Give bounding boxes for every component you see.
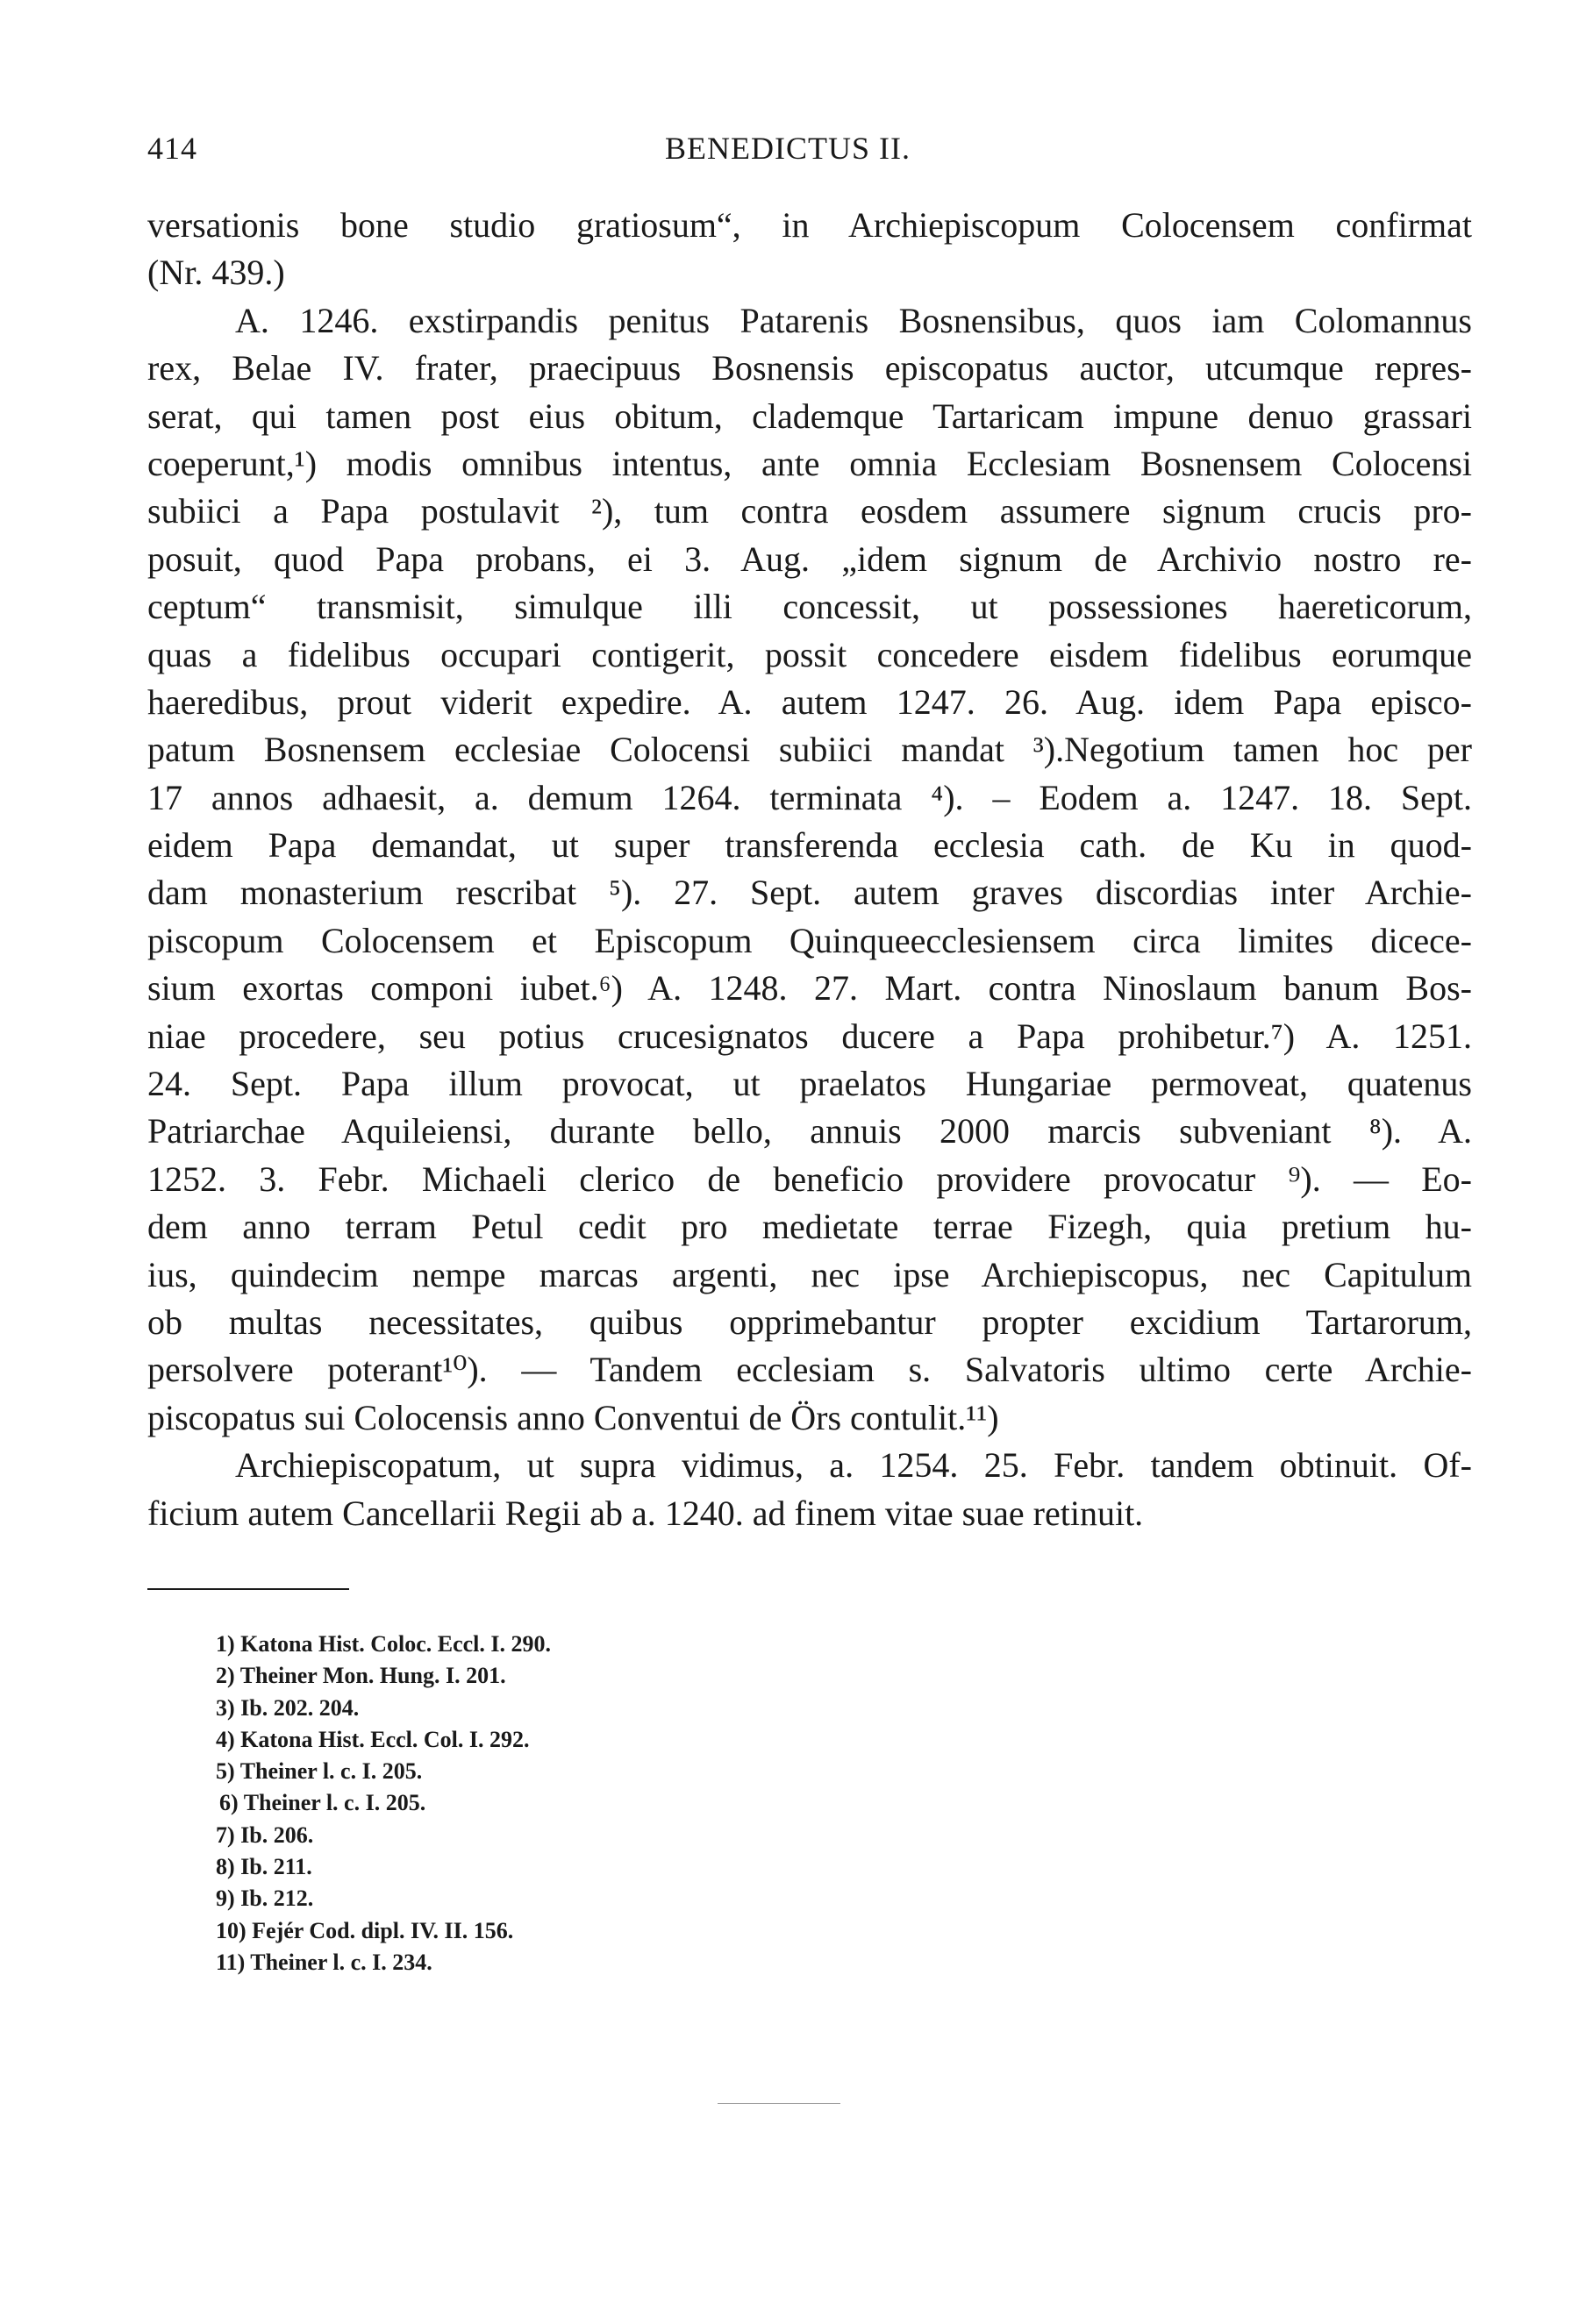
text-line: serat, qui tamen post eius obitum, clademque Tartaricam impune denuo grassari	[147, 396, 1472, 436]
bottom-mark	[718, 2103, 840, 2104]
text-line: patum Bosnensem ecclesiae Colocensi subiici mandat ³).Negotium tamen hoc per	[147, 730, 1472, 770]
text-line: sium exortas componi iubet.⁶) A. 1248. 27. Mart. contra Ninoslaum banum Bos-	[147, 968, 1472, 1009]
running-head	[147, 130, 1463, 174]
text-line: 1252. 3. Febr. Michaeli clerico de beneficio providere provocatur ⁹). — Eo-	[147, 1158, 1472, 1199]
text-line: haeredibus, prout viderit expedire. A. autem 1247. 26. Aug. idem Papa episco-	[147, 681, 1472, 722]
text-line: ceptum“ transmisit, simulque illi concessit, ut possessiones haereticorum,	[147, 587, 1472, 627]
running-title: BENEDICTUS II.	[665, 131, 911, 166]
text-line: persolvere poterant¹⁰). — Tandem ecclesiam s. Salvatoris ultimo certe Archie-	[147, 1350, 1472, 1390]
text-line: 17 annos adhaesit, a. demum 1264. terminata ⁴). – Eodem a. 1247. 18. Sept.	[147, 777, 1472, 817]
footnote: 8) Ib. 211.	[216, 1854, 312, 1880]
page-number: 414	[147, 131, 197, 166]
footnote: 7) Ib. 206.	[216, 1821, 314, 1848]
text-line: Archiepiscopatum, ut supra vidimus, a. 1254. 25. Febr. tandem obtinuit. Of-	[235, 1445, 1472, 1486]
text-line: subiici a Papa postulavit ²), tum contra eosdem assumere signum crucis pro-	[147, 491, 1472, 531]
footnote: 5) Theiner l. c. I. 205.	[216, 1758, 423, 1785]
footnote: 6) Theiner l. c. I. 205.	[219, 1790, 426, 1816]
text-line: (Nr. 439.)	[147, 253, 285, 293]
text-line: quas a fidelibus occupari contigerit, possit concedere eisdem fidelibus eorumque	[147, 634, 1472, 674]
footnote: 1) Katona Hist. Coloc. Eccl. I. 290.	[216, 1631, 552, 1657]
footnotes	[216, 1629, 1005, 1978]
text-line: Patriarchae Aquileiensi, durante bello, annuis 2000 marcis subveniant ⁸). A.	[147, 1111, 1472, 1151]
text-line: ficium autem Cancellarii Regii ab a. 1240. ad finem vitae suae retinuit.	[147, 1493, 1144, 1533]
footnote: 9) Ib. 212.	[216, 1886, 314, 1912]
text-line: dem anno terram Petul cedit pro medietate terrae Fizegh, quia pretium hu-	[147, 1207, 1472, 1247]
text-line: posuit, quod Papa probans, ei 3. Aug. „idem signum de Archivio nostro re-	[147, 538, 1472, 579]
text-line: 24. Sept. Papa illum provocat, ut praelatos Hungariae permoveat, quatenus	[147, 1064, 1472, 1104]
footnote: 11) Theiner l. c. I. 234.	[216, 1949, 432, 1975]
footnote: 4) Katona Hist. Eccl. Col. I. 292.	[216, 1726, 530, 1752]
text-line: niae procedere, seu potius crucesignatos ducere a Papa prohibetur.⁷) A. 1251.	[147, 1016, 1472, 1056]
footnote: 10) Fejér Cod. dipl. IV. II. 156.	[216, 1917, 514, 1943]
text-line: coeperunt,¹) modis omnibus intentus, ante omnia Ecclesiam Bosnensem Colocensi	[147, 443, 1472, 483]
text-line: rex, Belae IV. frater, praecipuus Bosnensis episcopatus auctor, utcumque repres-	[147, 348, 1472, 389]
text-line: dam monasterium rescribat ⁵). 27. Sept. autem graves discordias inter Archie-	[147, 873, 1472, 913]
text-line: A. 1246. exstirpandis penitus Patarenis Bosnensibus, quos iam Colomannus	[235, 300, 1472, 340]
text-line: piscopum Colocensem et Episcopum Quinqueecclesiensem circa limites dicece-	[147, 920, 1472, 960]
footnote-divider	[147, 1588, 349, 1590]
text-line: ius, quindecim nempe marcas argenti, nec ipse Archiepiscopus, nec Capitulum	[147, 1254, 1472, 1294]
footnote: 3) Ib. 202. 204.	[216, 1694, 360, 1721]
text-line: eidem Papa demandat, ut super transferenda ecclesia cath. de Ku in quod-	[147, 825, 1472, 866]
main-text	[147, 202, 1472, 1537]
text-line: ob multas necessitates, quibus opprimebantur propter excidium Tartarorum,	[147, 1301, 1472, 1342]
footnote: 2) Theiner Mon. Hung. I. 201.	[216, 1663, 506, 1689]
text-line: versationis bone studio gratiosum“, in Archiepiscopum Colocensem confirmat	[147, 205, 1472, 245]
text-line: piscopatus sui Colocensis anno Conventui de Örs contulit.¹¹)	[147, 1397, 999, 1437]
